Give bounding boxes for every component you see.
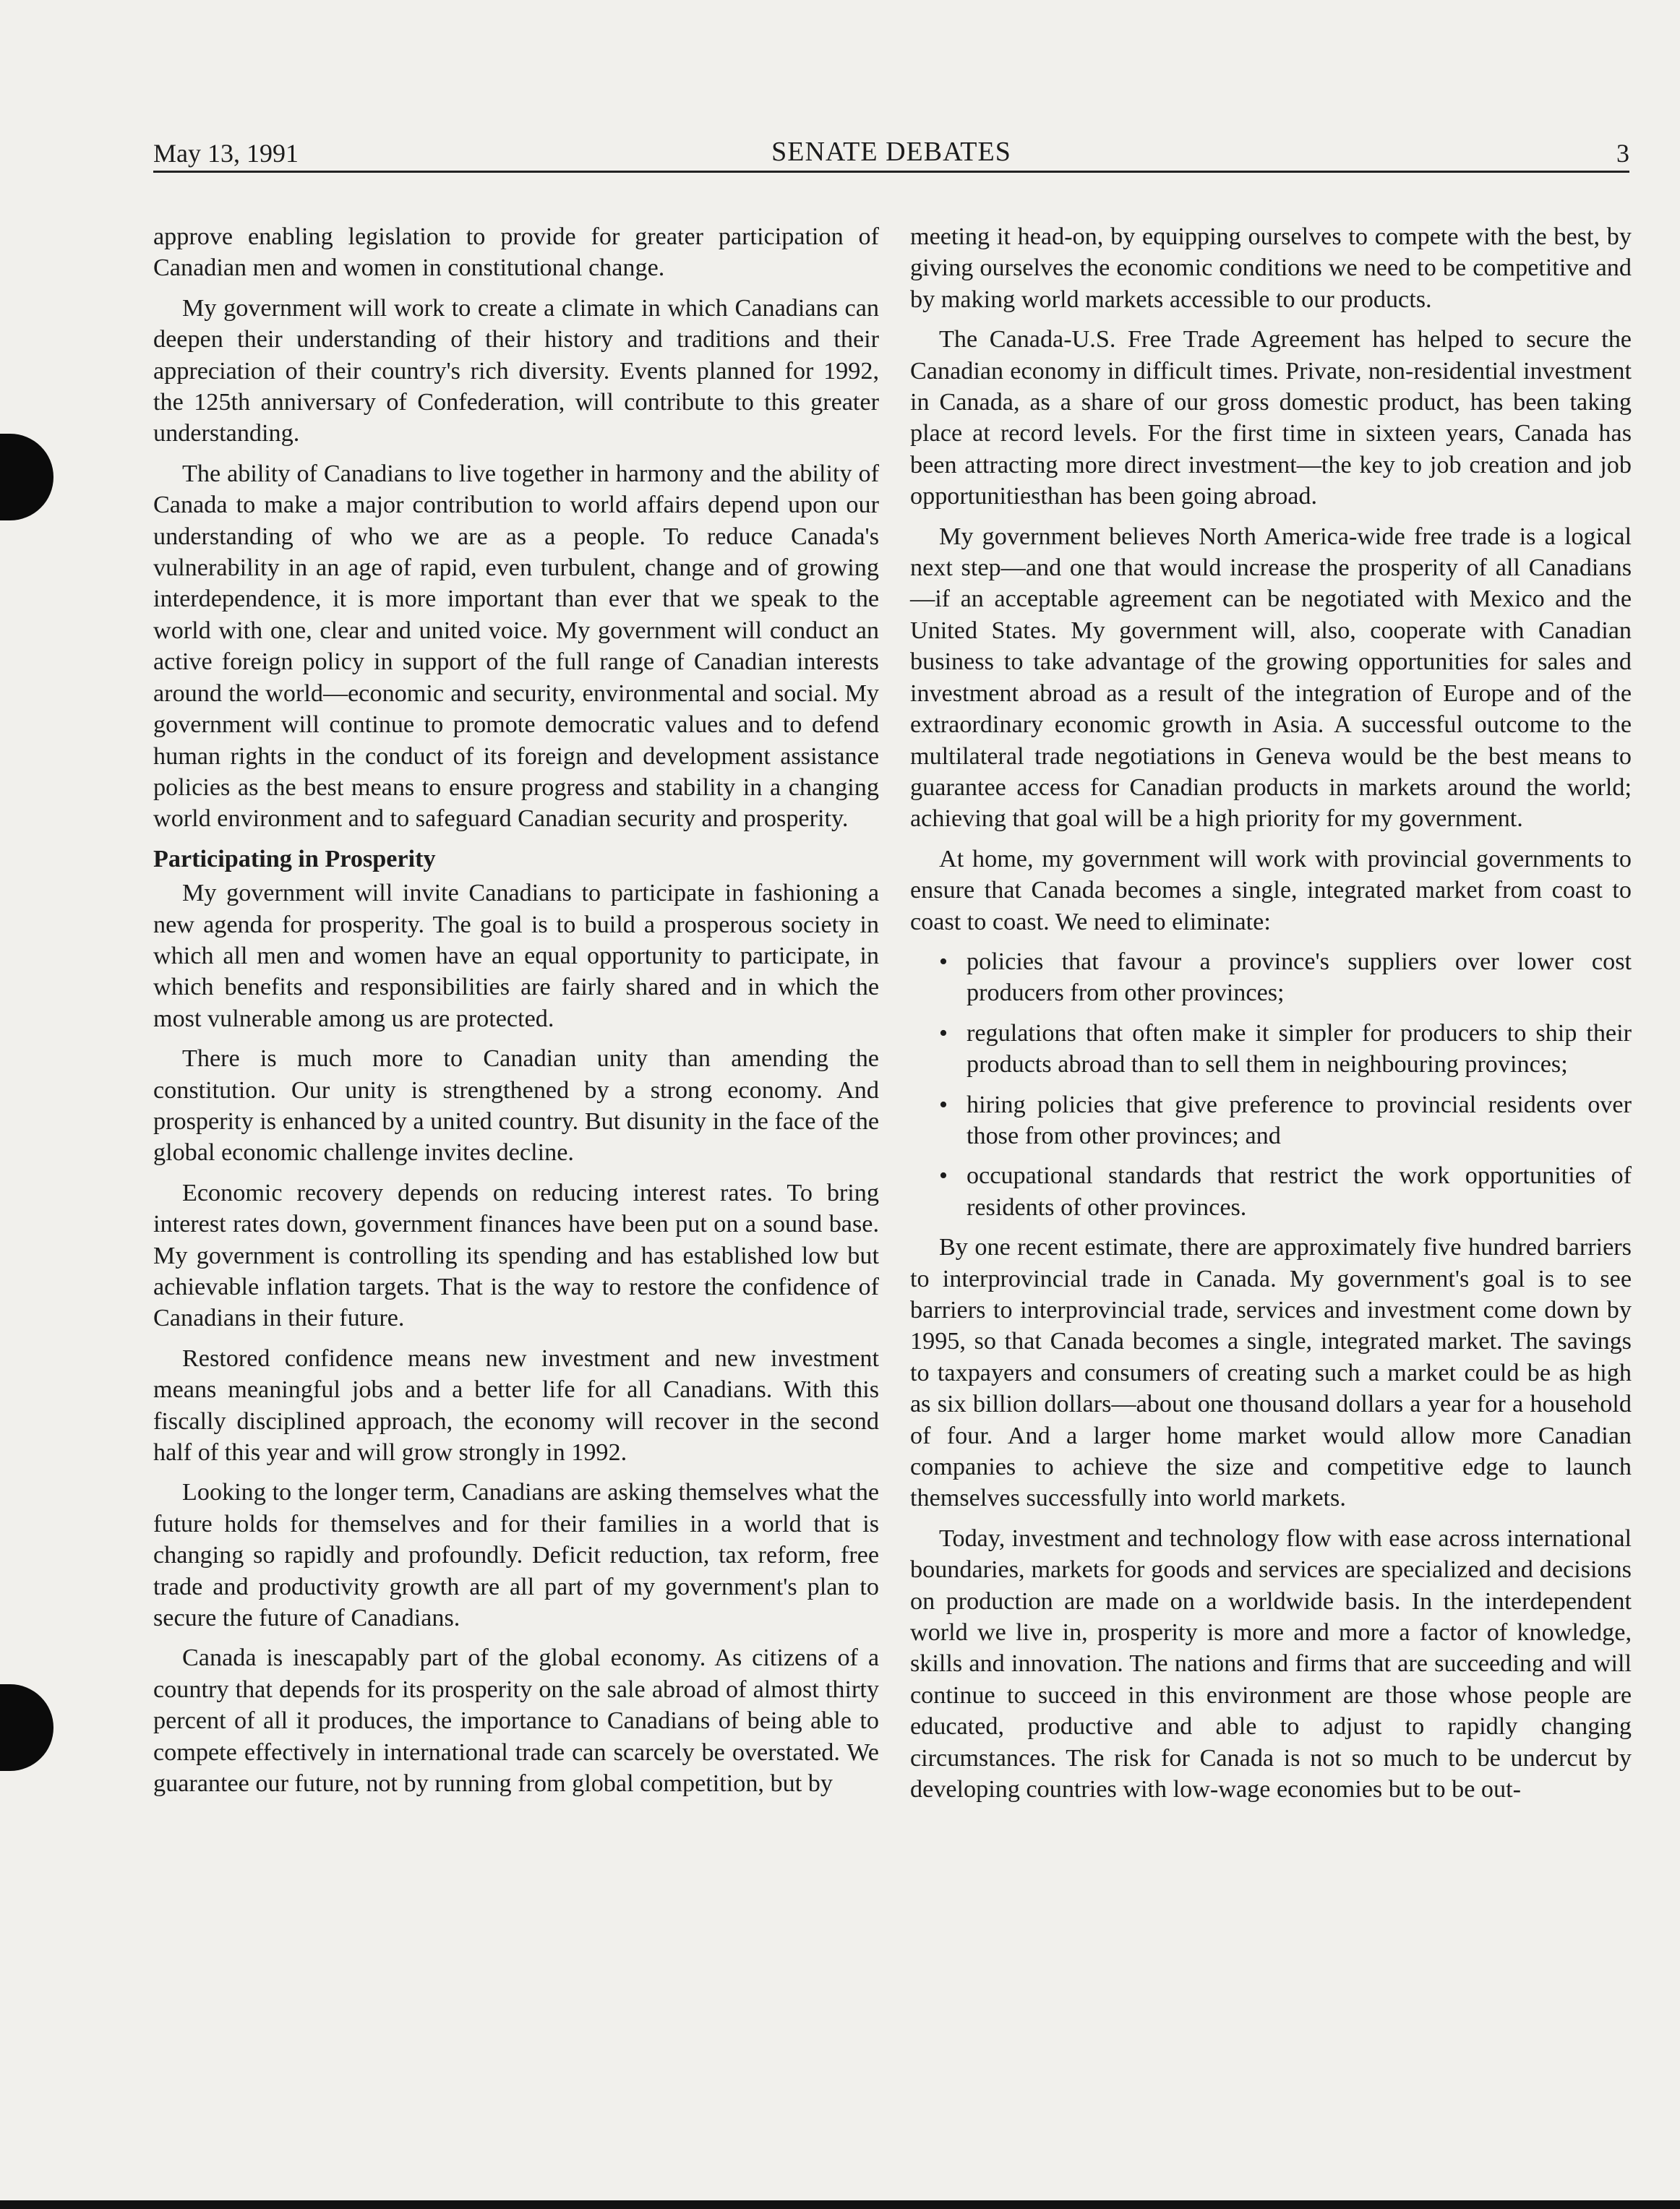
bullet-icon: • <box>939 948 948 975</box>
bullet-icon: • <box>939 1162 948 1190</box>
list-item <box>910 1018 1632 1081</box>
list-item-text: hiring policies that give preference to provincial residents over those from other provinces; and <box>967 1091 1632 1149</box>
list-item <box>910 946 1632 1009</box>
bullet-icon: • <box>939 1091 948 1118</box>
section-heading: Participating in Prosperity <box>153 845 436 872</box>
list-item-text: policies that favour a province's suppliers over lower cost producers from other provinces; <box>967 948 1632 1007</box>
scan-bottom-edge <box>0 2200 1680 2209</box>
paragraph: Economic recovery depends on reducing interest rates. To bring interest rates down, government finances have been put on a sound base. My government is controlling its spending and has established low but achievable inflation targets. That is the way to restore the confidence of Canadians in their future. <box>153 1179 879 1332</box>
page-header <box>153 136 1629 173</box>
paragraph: The Canada-U.S. Free Trade Agreement has helped to secure the Canadian economy in difficult times. Private, non-residential investment in Canada, as a share of our gross domestic product, has been taking place at record levels. For the first time in sixteen years, Canada has been attracting more direct investment—the key to job creation and job opportunitiesthan has been going abroad. <box>910 326 1632 510</box>
left-column <box>153 221 879 1809</box>
paragraph: approve enabling legislation to provide for greater participation of Canadian men and women in constitutional change. <box>153 223 879 282</box>
paragraph: My government believes North America-wide free trade is a logical next step—and one that would increase the prosperity of all Canadians—if an acceptable agreement can be negotiated with Mexico and the United States. My government will, also, cooperate with Canadian business to take advantage of the growing opportunities for sales and investment abroad as a result of the integration of Europe and of the extraordinary economic growth in Asia. A successful outcome to the multilateral trade negotiations in Geneva would be the best means to guarantee access for Canadian products in markets around the world; achieving that goal will be a high priority for my government. <box>910 523 1632 833</box>
bullet-icon: • <box>939 1019 948 1047</box>
paragraph: At home, my government will work with provincial governments to ensure that Canada becomes a single, integrated market from coast to coast to coast. We need to eliminate: <box>910 845 1632 935</box>
page-number: 3 <box>1616 139 1629 168</box>
paragraph: My government will invite Canadians to participate in fashioning a new agenda for prosperity. The goal is to build a prosperous society in which all men and women have an equal opportunity to participate, in which benefits and responsibilities are fairly shared and in which the most vulnerable among us are protected. <box>153 880 879 1032</box>
paragraph: By one recent estimate, there are approximately five hundred barriers to interprovincial trade in Canada. My government's goal is to see barriers to interprovincial trade, services and investment come down by 1995, so that Canada becomes a single, integrated market. The savings to taxpayers and consumers of creating such a market could be as high as six billion dollars—about one thousand dollars a year for a household of four. And a larger home market would allow more Canadian companies to achieve the size and competitive edge to launch themselves successfully into world markets. <box>910 1234 1632 1512</box>
binder-hole-bottom <box>0 1684 53 1771</box>
list-item <box>910 1089 1632 1152</box>
header-date: May 13, 1991 <box>153 139 299 168</box>
paragraph: My government will work to create a climate in which Canadians can deepen their understanding of their history and traditions and their appreciation of their country's rich diversity. Events planned for 1992, the 125th anniversary of Confederation, will contribute to this greater understanding. <box>153 294 879 447</box>
paragraph: meeting it head-on, by equipping ourselves to compete with the best, by giving ourselves the economic conditions we need to be competitive and by making world markets accessible to our products. <box>910 223 1632 313</box>
right-column <box>910 221 1632 1814</box>
header-title: SENATE DEBATES <box>771 137 1011 167</box>
paragraph: Today, investment and technology flow with ease across international boundaries, markets for goods and services are specialized and decisions on production are made on a worldwide basis. In the interdependent world we live in, prosperity is more and more a factor of knowledge, skills and innovation. The nations and firms that are succeeding and will continue to succeed in this environment are those whose people are educated, productive and able to adjust to rapidly changing circumstances. The risk for Canada is not so much to be undercut by developing countries with low-wage economies but to be out- <box>910 1524 1632 1803</box>
binder-hole-top <box>0 434 53 520</box>
list-item-text: regulations that often make it simpler for producers to ship their products abroad than to sell them in neighbouring provinces; <box>967 1019 1632 1078</box>
list-item-text: occupational standards that restrict the work opportunities of residents of other provinces. <box>967 1162 1632 1221</box>
paragraph: There is much more to Canadian unity than amending the constitution. Our unity is strengthened by a strong economy. And prosperity is enhanced by a united country. But disunity in the face of the global economic challenge invites decline. <box>153 1045 879 1167</box>
paragraph: Restored confidence means new investment and new investment means meaningful jobs and a better life for all Canadians. With this fiscally disciplined approach, the economy will recover in the second half of this year and will grow strongly in 1992. <box>153 1344 879 1467</box>
bullet-list <box>910 946 1632 1223</box>
paragraph: Looking to the longer term, Canadians are asking themselves what the future holds for themselves and for their families in a world that is changing so rapidly and profoundly. Deficit reduction, tax reform, free trade and productivity growth are all part of my government's plan to secure the future of Canadians. <box>153 1479 879 1632</box>
paragraph: The ability of Canadians to live together in harmony and the ability of Canada to make a major contribution to world affairs depend upon our understanding of who we are as a people. To reduce Canada's vulnerability in an age of rapid, even turbulent, change and of growing interdependence, it is more important than ever that we speak to the world with one, clear and united voice. My government will conduct an active foreign policy in support of the full range of Canadian interests around the world—economic and security, environmental and social. My government will continue to promote democratic values and to defend human rights in the conduct of its foreign and development assistance policies as the best means to ensure progress and stability in a changing world environment and to safeguard Canadian security and prosperity. <box>153 460 879 833</box>
list-item <box>910 1160 1632 1223</box>
paragraph: Canada is inescapably part of the global economy. As citizens of a country that depends for its prosperity on the sale abroad of almost thirty percent of all it produces, the importance to Canadians of being able to compete effectively in international trade can scarcely be overstated. We guarantee our future, not by running from global competition, but by <box>153 1644 879 1798</box>
